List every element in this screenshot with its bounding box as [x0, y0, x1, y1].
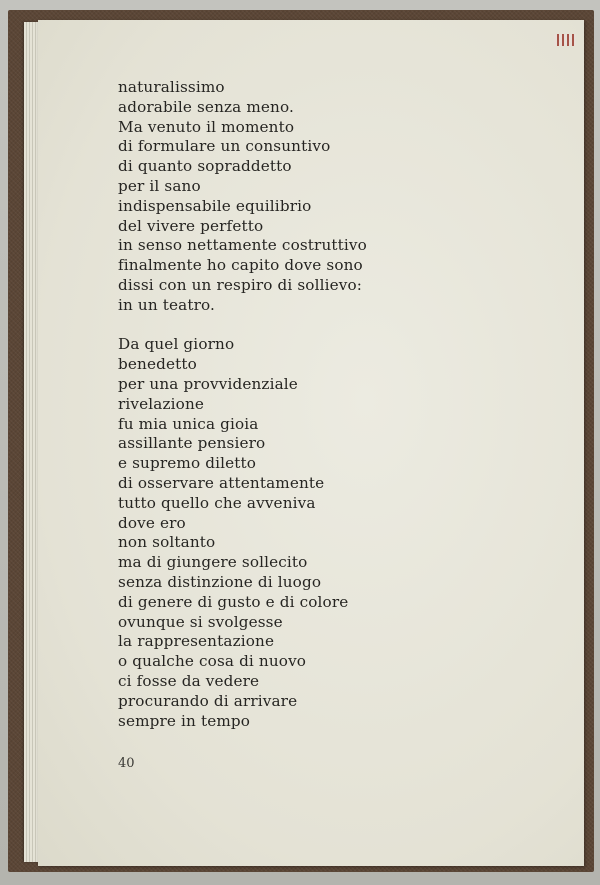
poem-line: assillante pensiero: [118, 434, 266, 453]
poem-line: senza distinzione di luogo: [118, 572, 322, 591]
stanza-2: [118, 335, 367, 731]
poem-line: adorabile senza meno.: [118, 97, 294, 116]
poem-line: per il sano: [118, 176, 201, 195]
poem-line: la rappresentazione: [118, 632, 275, 651]
poem-line: fu mia unica gioia: [118, 414, 259, 433]
corner-mark: [554, 34, 576, 46]
poem-line: di quanto sopraddetto: [118, 157, 292, 176]
poem-line: di formulare un consuntivo: [118, 137, 331, 156]
poem-line: dove ero: [118, 513, 186, 532]
poem-line: dissi con un respiro di sollievo:: [118, 275, 363, 294]
poem-line: rivelazione: [118, 394, 205, 413]
poem-line: finalmente ho capito dove sono: [118, 256, 363, 275]
poem-line: Da quel giorno: [118, 335, 235, 354]
poem-line: ma di giungere sollecito: [118, 553, 308, 572]
poem-line: ovunque si svolgesse: [118, 612, 283, 631]
poem-line: per una provvidenziale: [118, 374, 298, 393]
poem-line: indispensabile equilibrio: [118, 196, 312, 215]
poem-line: di osservare attentamente: [118, 473, 325, 492]
page-number: 40: [118, 756, 135, 771]
stanza-1: [118, 78, 367, 316]
poem-line: o qualche cosa di nuovo: [118, 652, 307, 671]
book-page: [38, 20, 584, 866]
poem-line: benedetto: [118, 355, 197, 374]
poem-line: in un teatro.: [118, 295, 216, 314]
poem-line: naturalissimo: [118, 78, 225, 96]
poem-line: Ma venuto il momento: [118, 117, 295, 136]
poem-line: ci fosse da vedere: [118, 671, 260, 690]
poem-line: procurando di arrivare: [118, 691, 298, 710]
poem-text: [118, 78, 367, 751]
poem-line: in senso nettamente costruttivo: [118, 236, 367, 255]
poem-line: di genere di gusto e di colore: [118, 592, 349, 611]
poem-line: non soltanto: [118, 533, 216, 552]
poem-line: e supremo diletto: [118, 454, 257, 473]
poem-line: tutto quello che avveniva: [118, 493, 316, 512]
poem-line: sempre in tempo: [118, 711, 251, 730]
poem-line: del vivere perfetto: [118, 216, 264, 235]
